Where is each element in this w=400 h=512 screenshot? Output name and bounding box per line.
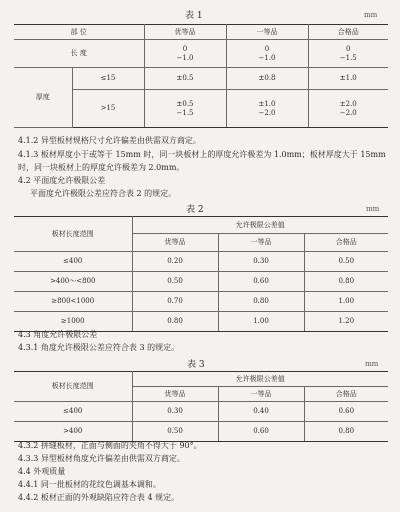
paragraph-4-1-2: 4.1.2 异型板材规格尺寸允许偏差由供需双方商定。 <box>18 136 201 145</box>
table3-col-header: 合格品 <box>304 387 388 402</box>
table3-cell: 0.40 <box>218 402 304 422</box>
paragraph-4-4-2: 4.4.2 板材正面的外观缺陷应符合表 4 规定。 <box>18 493 180 502</box>
table1-cell: ±0.8 <box>226 68 308 90</box>
table1-cell <box>144 90 226 128</box>
table1-cell <box>226 90 308 128</box>
table1-cell <box>308 90 388 128</box>
table2-group-header: 允许极限公差值 <box>132 217 388 234</box>
table3-col-header: 优等品 <box>132 387 218 402</box>
paragraph-4-1-3: 4.1.3 板材厚度小于或等于 15mm 时，同一块板材上的厚度允许极差为 1.0mm；板材厚度大于 15mm <box>18 150 386 159</box>
table1-header-part: 部 位 <box>14 25 144 40</box>
table3-cell: 0.60 <box>304 402 388 422</box>
table1-cell-text: ±0.5 −1.5 <box>176 99 194 117</box>
table2-cell: 1.20 <box>304 312 388 332</box>
paragraph-4-1-3-cont: 时，同一块板材上的厚度允许极差为 2.0mm。 <box>18 163 185 172</box>
table2-col-header: 一等品 <box>218 234 304 252</box>
table3 <box>14 371 388 442</box>
table1-header-col: 一等品 <box>226 25 308 40</box>
table1-unit: mm <box>364 11 378 19</box>
table2-rowheader: 板材长度范围 <box>14 217 132 252</box>
table3-col-header: 一等品 <box>218 387 304 402</box>
table3-cell: 0.60 <box>218 422 304 442</box>
table1-cell-text: ±1.0 −2.0 <box>258 99 276 117</box>
table2-range: ≤400 <box>14 252 132 272</box>
table2-cell: 1.00 <box>304 292 388 312</box>
table2-col-header: 合格品 <box>304 234 388 252</box>
table1-cell-text: 0 −1.0 <box>176 44 194 62</box>
table2-range: ≥1000 <box>14 312 132 332</box>
table1-cell: ±1.0 <box>308 68 388 90</box>
table2-unit: mm <box>366 205 380 213</box>
table3-unit: mm <box>365 360 379 368</box>
table2-cell: 0.60 <box>218 272 304 292</box>
table2-cell: 0.80 <box>218 292 304 312</box>
table2-caption: 表 2 <box>186 205 204 215</box>
table3-range: >400 <box>14 422 132 442</box>
table2-cell: 0.70 <box>132 292 218 312</box>
paragraph-4-3-3: 4.3.3 异型板材角度允许偏差由供需双方商定。 <box>18 454 185 463</box>
table3-caption: 表 3 <box>187 360 205 370</box>
table2 <box>14 216 388 332</box>
table1-cell <box>226 40 308 68</box>
table1-cell-text: 0 −1.0 <box>258 44 276 62</box>
table1 <box>14 24 388 128</box>
table2-cell: 0.80 <box>304 272 388 292</box>
table3-cell: 0.30 <box>132 402 218 422</box>
table2-range: >400～<800 <box>14 272 132 292</box>
table1-part-label: 长 度 <box>14 40 144 68</box>
table2-cell: 1.00 <box>218 312 304 332</box>
table2-cell: 0.20 <box>132 252 218 272</box>
table2-cell: 0.80 <box>132 312 218 332</box>
section-4-4-heading: 4.4 外观质量 <box>18 467 66 476</box>
table1-cell <box>308 40 388 68</box>
paragraph-4-4-1: 4.4.1 同一批板材的花纹色调基本调和。 <box>18 480 161 489</box>
paragraph-4-3-1: 4.3.1 角度允许极限公差应符合表 3 的规定。 <box>18 343 180 352</box>
table1-part-label: 厚度 <box>14 68 72 128</box>
table1-header-col: 优等品 <box>144 25 226 40</box>
table1-cell-text: 0 −1.5 <box>339 44 357 62</box>
table1-cell: ±0.5 <box>144 68 226 90</box>
table1-cell-text: ±2.0 −2.0 <box>339 99 357 117</box>
table1-sub-label: ≤15 <box>72 68 144 90</box>
table3-rowheader: 板材长度范围 <box>14 372 132 402</box>
paragraph-4-3-2: 4.3.2 拼缝板材，正面与侧面的夹角不得大于 90°。 <box>18 441 202 450</box>
table3-cell: 0.50 <box>132 422 218 442</box>
table2-cell: 0.50 <box>132 272 218 292</box>
table1-cell <box>144 40 226 68</box>
section-4-2-heading: 4.2 平面度允许极限公差 <box>18 176 106 185</box>
paragraph-4-2: 平面度允许极限公差应符合表 2 的规定。 <box>30 189 177 198</box>
table2-range: ≥800<1000 <box>14 292 132 312</box>
section-4-3-heading: 4.3 角度允许极限公差 <box>18 330 98 339</box>
table3-group-header: 允许极限公差值 <box>132 372 388 387</box>
table2-col-header: 优等品 <box>132 234 218 252</box>
table3-range: ≤400 <box>14 402 132 422</box>
table3-cell: 0.80 <box>304 422 388 442</box>
table1-caption: 表 1 <box>185 11 203 21</box>
table2-cell: 0.30 <box>218 252 304 272</box>
table1-sub-label: >15 <box>72 90 144 128</box>
table2-cell: 0.50 <box>304 252 388 272</box>
table1-header-col: 合格品 <box>308 25 388 40</box>
